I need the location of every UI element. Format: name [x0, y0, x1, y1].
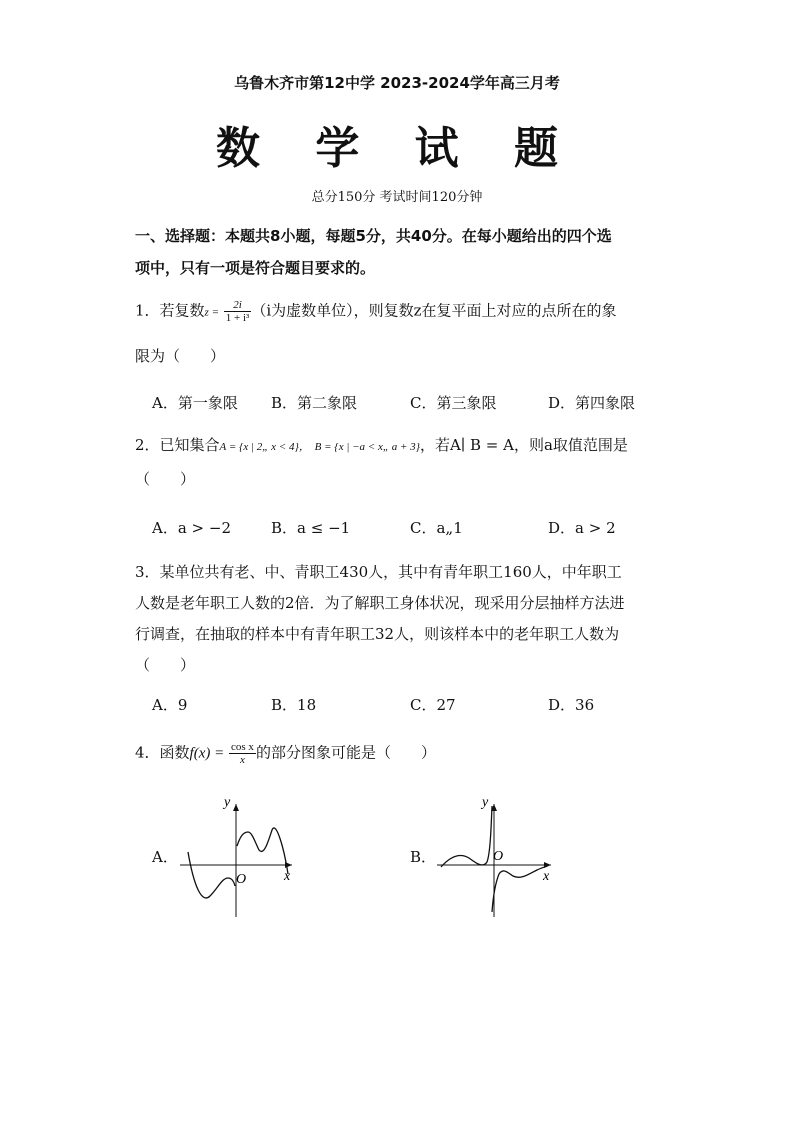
q1-formula-lhs: z = [204, 306, 220, 319]
page-title: 数 学 试 题 [216, 123, 578, 174]
q3-option-a[interactable]: A．9 [152, 696, 188, 714]
question-3-line1: 3．某单位共有老、中、青职工430人，其中有青年职工160人，中年职工 [135, 563, 622, 581]
question-2-line2: （ ） [135, 470, 196, 488]
q4-frac-num: cos x [231, 741, 254, 753]
question-2-line1 [135, 434, 628, 455]
q3-option-d[interactable]: D．36 [548, 696, 595, 714]
q1-frac-den: 1 + i³ [225, 312, 250, 324]
q4-prefix: 4．函数 [135, 743, 190, 762]
q2-option-d[interactable]: D．a > 2 [548, 519, 616, 537]
q2-option-c[interactable]: C．a„1 [410, 519, 463, 537]
q4-graph-a[interactable] [180, 792, 300, 922]
q2-option-a[interactable]: A．a > −2 [152, 519, 231, 537]
question-3-line4: （ ） [135, 656, 196, 674]
q1-middle: （i为虚数单位），则复数z在复平面上对应的点所在的象 [251, 301, 617, 320]
q4-graph-a-origin-label: O [236, 872, 247, 887]
q2-set-a: A = {x | 2„ x < 4}， [219, 441, 310, 453]
school-header: 乌鲁木齐市第12中学 2023-2024学年高三月考 [234, 74, 560, 92]
question-1-line1 [135, 299, 617, 324]
q4-option-b-label[interactable]: B． [410, 848, 437, 866]
section-instructions-line1: 一、选择题：本题共8小题，每题5分，共40分。在每小题给出的四个选 [135, 227, 612, 245]
q1-frac-num: 2i [224, 299, 252, 312]
section-instructions-line2: 项中，只有一项是符合题目要求的。 [135, 259, 376, 277]
q1-option-b[interactable]: B．第二象限 [271, 394, 358, 412]
q2-option-b[interactable]: B．a ≤ −1 [271, 519, 351, 537]
question-3-line2: 人数是老年职工人数的2倍．为了解职工身体状况，现采用分层抽样方法进 [135, 594, 625, 612]
question-3-line3: 行调查，在抽取的样本中有青年职工32人，则该样本中的老年职工人数为 [135, 625, 620, 643]
exam-info: 总分150分 考试时间120分钟 [311, 190, 483, 205]
q4-frac-den: x [240, 754, 245, 766]
q4-graph-b[interactable] [437, 792, 557, 922]
q1-fraction [224, 299, 252, 324]
q2-prefix: 2．已知集合 [135, 436, 220, 454]
q4-graph-a-x-label: x [284, 869, 291, 884]
q2-middle: ，若A∣ B = A，则a取值范围是 [420, 436, 628, 454]
q4-fx: f(x) = [189, 745, 225, 762]
q3-option-b[interactable]: B．18 [271, 696, 317, 714]
q3-option-c[interactable]: C．27 [410, 696, 456, 714]
q4-graph-a-y-label: y [224, 795, 231, 810]
q1-option-d[interactable]: D．第四象限 [548, 394, 636, 412]
question-4-line1 [135, 741, 436, 766]
q1-option-a[interactable]: A．第一象限 [152, 394, 238, 412]
q1-option-c[interactable]: C．第三象限 [410, 394, 497, 412]
q1-prefix: 1．若复数 [135, 301, 205, 320]
question-1-line2: 限为（ ） [135, 347, 226, 365]
q4-suffix: 的部分图象可能是（ ） [255, 743, 436, 762]
q4-graph-b-y-label: y [482, 795, 489, 810]
q4-graph-b-x-label: x [543, 869, 550, 884]
q2-set-b: B = {x | −a < x„ a + 3} [314, 441, 421, 453]
q4-graph-b-origin-label: O [493, 849, 504, 864]
q4-fraction [229, 741, 256, 766]
q4-option-a-label[interactable]: A． [152, 848, 178, 866]
